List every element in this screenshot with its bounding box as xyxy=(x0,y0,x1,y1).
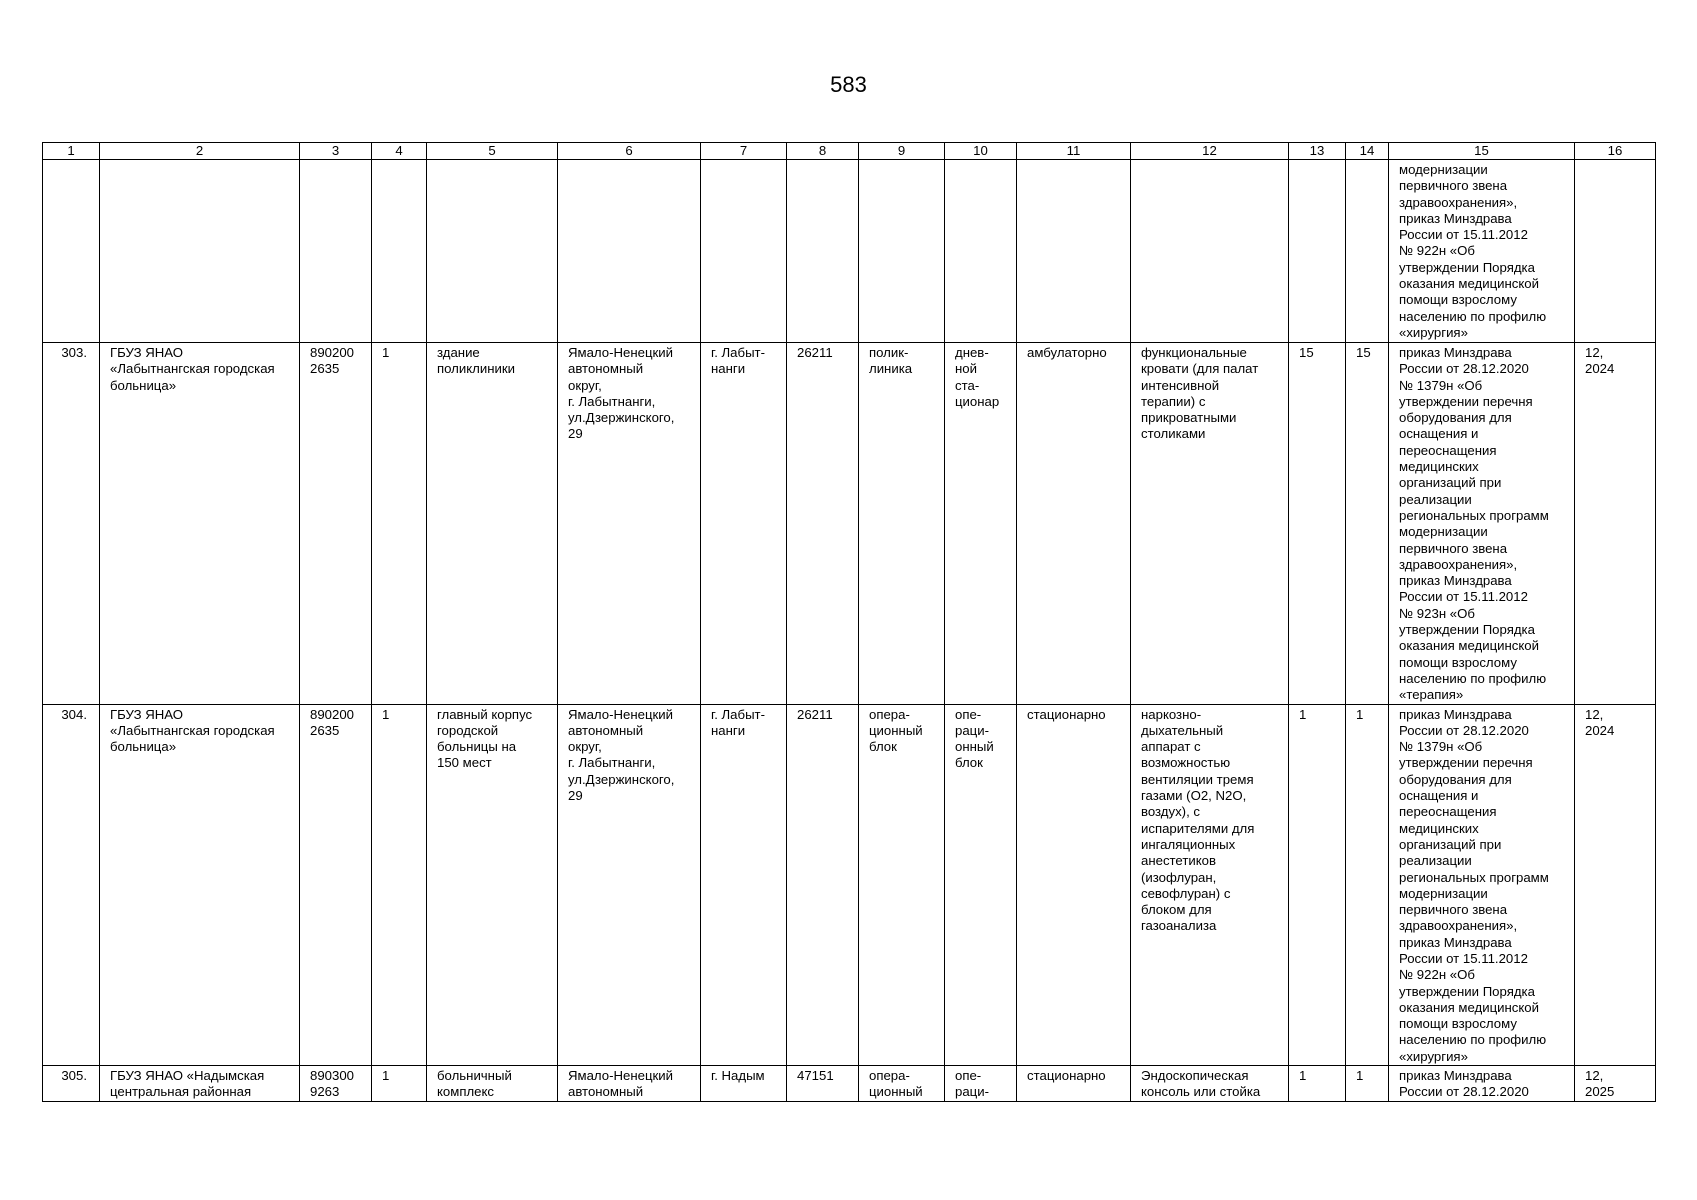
cell-city: г. Надым xyxy=(701,1066,787,1102)
cell-legal-basis: приказ Минздрава России от 28.12.2020 № 1379н «Об утверждении перечня оборудования для оснащения и переоснащения медицинских организаций при реализации региональных программ модернизации первичного звена здравоохранения», приказ Минздрава России от 15.11.2012 № 923н «Об утверждении Порядка оказания медицинской помощи взрослому населению по профилю «терапия» xyxy=(1389,343,1575,705)
cell-legal-basis: приказ Минздрава России от 28.12.2020 xyxy=(1389,1066,1575,1102)
column-header: 11 xyxy=(1017,143,1131,160)
cell-department: опе- раци- онный блок xyxy=(945,704,1017,1066)
column-header: 7 xyxy=(701,143,787,160)
cell-legal-basis: модернизации первичного звена здравоохранения», приказ Минздрава России от 15.11.2012 № 922н «Об утверждении Порядка оказания медицинской помощи взрослому населению по профилю «хирургия» xyxy=(1389,160,1575,343)
column-header: 3 xyxy=(300,143,372,160)
cell-city xyxy=(701,160,787,343)
cell-care-mode: амбулаторно xyxy=(1017,343,1131,705)
cell-deadline: 12, 2024 xyxy=(1575,343,1656,705)
cell-deadline: 12, 2024 xyxy=(1575,704,1656,1066)
cell-address: Ямало-Ненецкий автономный округ, г. Лабытнанги, ул.Дзержинского, 29 xyxy=(558,704,701,1066)
cell-qty-14: 1 xyxy=(1346,704,1389,1066)
cell-department: опе- раци- xyxy=(945,1066,1017,1102)
cell-number: 305. xyxy=(43,1066,100,1102)
column-header: 16 xyxy=(1575,143,1656,160)
column-header: 1 xyxy=(43,143,100,160)
cell-organization: ГБУЗ ЯНАО «Надымская центральная районная xyxy=(100,1066,300,1102)
cell-inn: 890200 2635 xyxy=(300,343,372,705)
cell-qty-13: 1 xyxy=(1289,1066,1346,1102)
cell-care-mode: стационарно xyxy=(1017,1066,1131,1102)
cell-equipment xyxy=(1131,160,1289,343)
cell-number: 304. xyxy=(43,704,100,1066)
cell-qty-14: 1 xyxy=(1346,1066,1389,1102)
cell-department xyxy=(945,160,1017,343)
column-header: 13 xyxy=(1289,143,1346,160)
column-header: 14 xyxy=(1346,143,1389,160)
column-header: 4 xyxy=(372,143,427,160)
cell-city: г. Лабыт- нанги xyxy=(701,704,787,1066)
column-header: 2 xyxy=(100,143,300,160)
cell-qty-13 xyxy=(1289,160,1346,343)
cell-organization xyxy=(100,160,300,343)
cell-department: днев- ной ста- ционар xyxy=(945,343,1017,705)
cell-equipment: наркозно- дыхательный аппарат с возможностью вентиляции тремя газами (O2, N2O, воздух), с испарителями для ингаляционных анестетиков (изофлуран, севофлуран) с блоком для газоанализа xyxy=(1131,704,1289,1066)
cell-organization: ГБУЗ ЯНАО «Лабытнангская городская больница» xyxy=(100,343,300,705)
cell-address: Ямало-Ненецкий автономный округ, г. Лабытнанги, ул.Дзержинского, 29 xyxy=(558,343,701,705)
cell-code: 26211 xyxy=(787,704,859,1066)
cell-qty-13: 15 xyxy=(1289,343,1346,705)
column-header: 8 xyxy=(787,143,859,160)
cell-deadline: 12, 2025 xyxy=(1575,1066,1656,1102)
column-header: 12 xyxy=(1131,143,1289,160)
page-number: 583 xyxy=(830,72,867,97)
cell-building xyxy=(427,160,558,343)
cell-qty-13: 1 xyxy=(1289,704,1346,1066)
cell-col4 xyxy=(372,160,427,343)
cell-unit xyxy=(859,160,945,343)
cell-col4: 1 xyxy=(372,343,427,705)
cell-equipment: Эндоскопическая консоль или стойка xyxy=(1131,1066,1289,1102)
cell-building: главный корпус городской больницы на 150 мест xyxy=(427,704,558,1066)
cell-col4: 1 xyxy=(372,1066,427,1102)
cell-code xyxy=(787,160,859,343)
column-header: 9 xyxy=(859,143,945,160)
cell-care-mode: стационарно xyxy=(1017,704,1131,1066)
cell-code: 26211 xyxy=(787,343,859,705)
cell-organization: ГБУЗ ЯНАО «Лабытнангская городская больница» xyxy=(100,704,300,1066)
cell-address: Ямало-Ненецкий автономный xyxy=(558,1066,701,1102)
cell-col4: 1 xyxy=(372,704,427,1066)
cell-unit: полик- линика xyxy=(859,343,945,705)
cell-qty-14: 15 xyxy=(1346,343,1389,705)
column-number-row xyxy=(43,143,1656,160)
column-header: 10 xyxy=(945,143,1017,160)
cell-unit: опера- ционный xyxy=(859,1066,945,1102)
table-row-continuation xyxy=(43,160,1656,343)
cell-code: 47151 xyxy=(787,1066,859,1102)
column-header: 6 xyxy=(558,143,701,160)
cell-number: 303. xyxy=(43,343,100,705)
cell-inn: 890200 2635 xyxy=(300,704,372,1066)
table-row-305 xyxy=(43,1066,1656,1102)
cell-unit: опера- ционный блок xyxy=(859,704,945,1066)
cell-qty-14 xyxy=(1346,160,1389,343)
cell-city: г. Лабыт- нанги xyxy=(701,343,787,705)
column-header: 15 xyxy=(1389,143,1575,160)
cell-address xyxy=(558,160,701,343)
cell-equipment: функциональные кровати (для палат интенсивной терапии) с прикроватными столиками xyxy=(1131,343,1289,705)
cell-legal-basis: приказ Минздрава России от 28.12.2020 № 1379н «Об утверждении перечня оборудования для оснащения и переоснащения медицинских организаций при реализации региональных программ модернизации первичного звена здравоохранения», приказ Минздрава России от 15.11.2012 № 922н «Об утверждении Порядка оказания медицинской помощи взрослому населению по профилю «хирургия» xyxy=(1389,704,1575,1066)
table-row-304 xyxy=(43,704,1656,1066)
cell-deadline xyxy=(1575,160,1656,343)
table-row-303 xyxy=(43,343,1656,705)
cell-building: больничный комплекс xyxy=(427,1066,558,1102)
cell-inn: 890300 9263 xyxy=(300,1066,372,1102)
equipment-table xyxy=(42,142,1656,1102)
cell-care-mode xyxy=(1017,160,1131,343)
cell-building: здание поликлиники xyxy=(427,343,558,705)
column-header: 5 xyxy=(427,143,558,160)
cell-number xyxy=(43,160,100,343)
cell-inn xyxy=(300,160,372,343)
